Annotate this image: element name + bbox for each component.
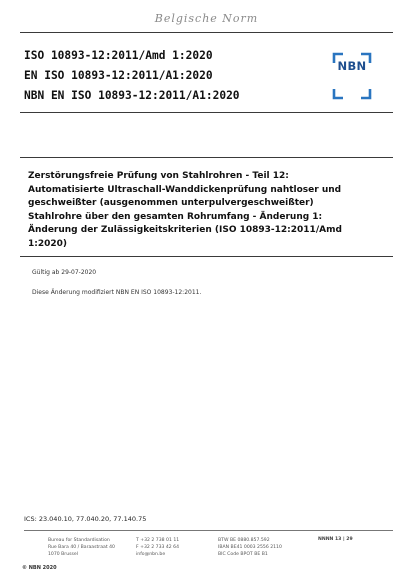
document-title — [28, 170, 388, 252]
footer-line: IBAN BE41 0003 2556 2110 — [218, 545, 282, 551]
validity-date: Gültig ab 29-07-2020 — [32, 269, 97, 276]
nbn-logo-text: NBN — [337, 59, 367, 73]
title-line: Stahlrohre über den gesamten Rohrumfang - Änderung 1: — [28, 211, 323, 222]
title-line: Automatisierte Ultraschall-Wanddickenprüfung nahtloser und — [28, 184, 342, 195]
footer-code: NNNN 13 | 29 — [318, 537, 353, 542]
footer-line: 1070 Brussel — [48, 552, 78, 558]
title-bottom-rule — [20, 256, 393, 257]
nbn-identifier: NBN EN ISO 10893-12:2011/A1:2020 — [24, 89, 240, 102]
footer-address — [48, 537, 115, 559]
footer-rule — [24, 530, 393, 531]
standard-identifiers — [24, 46, 324, 106]
title-line: geschweißter (ausgenommen unterpulvergeschweißter) — [28, 198, 314, 209]
nbn-logo-corners-icon — [330, 50, 374, 102]
title-line: 1:2020) — [28, 238, 68, 249]
title-line: Zerstörungsfreie Prüfung von Stahlrohren - Teil 12: — [28, 171, 289, 181]
standards-rule — [20, 112, 393, 113]
footer-line: BTW BE 0880.857.592 — [218, 538, 270, 543]
footer-line: T +32 2 738 01 11 — [136, 538, 180, 543]
title-top-rule — [20, 157, 393, 158]
header-title: Belgische Norm — [154, 12, 259, 25]
en-identifier: EN ISO 10893-12:2011/A1:2020 — [24, 69, 213, 82]
footer-line[interactable]: info@nbn.be — [136, 552, 166, 558]
ics-codes: ICS: 23.040.10, 77.040.20, 77.140.75 — [24, 515, 147, 523]
copyright: © NBN 2020 — [22, 565, 57, 571]
footer-line: Bureau for Standardisation — [48, 538, 110, 543]
footer-line: F +32 2 733 42 64 — [136, 545, 180, 551]
amendment-note: Diese Änderung modifiziert NBN EN ISO 10893-12:2011. — [32, 289, 202, 296]
header-rule — [20, 32, 393, 33]
iso-identifier: ISO 10893-12:2011/Amd 1:2020 — [24, 49, 213, 62]
footer-line: Rue Bara 40 / Baraastraat 40 — [48, 545, 115, 551]
title-line: Änderung der Zulässigkeitskriterien (ISO 10893-12:2011/Amd — [28, 225, 342, 236]
footer-line: BIC Code BPOT BE B1 — [218, 552, 268, 558]
footer-banking — [218, 537, 282, 559]
footer-contact — [136, 537, 179, 559]
